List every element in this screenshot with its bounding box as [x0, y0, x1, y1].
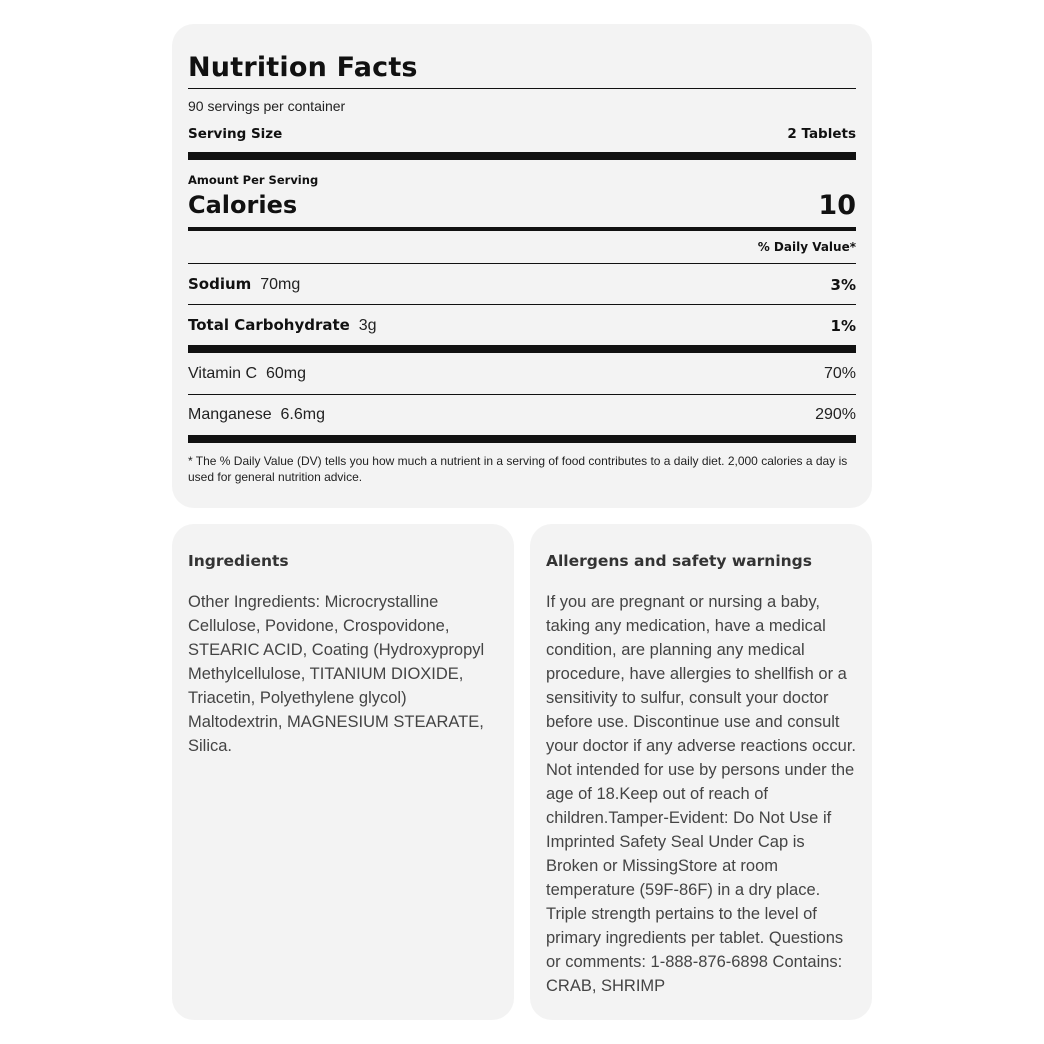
- divider-medium: [188, 227, 856, 231]
- nutrient-dv: 1%: [830, 317, 856, 335]
- allergens-panel: [530, 524, 872, 1020]
- divider-thick: [188, 345, 856, 353]
- nutrient-name: Manganese: [188, 406, 272, 423]
- nutrient-row-vitamin-c: [188, 365, 306, 383]
- nutrition-facts-title: Nutrition Facts: [188, 52, 418, 83]
- divider: [188, 304, 856, 305]
- nutrient-row-total-carbohydrate: [188, 316, 377, 335]
- nutrient-dv: 290%: [815, 406, 856, 423]
- daily-value-header: % Daily Value*: [757, 240, 856, 254]
- nutrient-name: Total Carbohydrate: [188, 316, 350, 334]
- nutrition-facts-panel: [172, 24, 872, 508]
- nutrient-dv: 70%: [823, 365, 856, 382]
- serving-size-value: 2 Tablets: [787, 126, 856, 142]
- ingredients-title: Ingredients: [188, 552, 289, 570]
- nutrient-dv: 3%: [830, 276, 856, 294]
- nutrient-amount: 6.6mg: [280, 406, 325, 423]
- divider: [188, 88, 856, 89]
- serving-size-label: Serving Size: [188, 126, 283, 142]
- divider: [188, 263, 856, 264]
- divider-thick: [188, 435, 856, 443]
- allergens-text: If you are pregnant or nursing a baby, taking any medication, have a medical condition, are planning any medical procedure, have allergies to shellfish or a sensitivity to sulfur, consult your doctor before use. Discontinue use and consult your doctor if any adverse reactions occur. Not intended for use by persons under the age of 18.Keep out of reach of children.Tamper-Evident: Do Not Use if Imprinted Safety Seal Under Cap is Broken or MissingStore at room temperature (59F-86F) in a dry place. Triple strength pertains to the level of primary ingredients per tablet. Questions or comments: 1-888-876-6898 Contains: CRAB, SHRIMP: [546, 593, 856, 995]
- divider-thick: [188, 152, 856, 160]
- nutrient-row-manganese: [188, 406, 325, 424]
- amount-per-serving-label: Amount Per Serving: [188, 173, 319, 187]
- calories-value: 10: [818, 190, 856, 221]
- ingredients-text: Other Ingredients: Microcrystalline Cellulose, Povidone, Crospovidone, STEARIC ACID, Coating (Hydroxypropyl Methylcellulose, TITANIUM DIOXIDE, Triacetin, Polyethylene glycol) Maltodextrin, MAGNESIUM STEARATE, Silica.: [188, 593, 485, 755]
- divider: [188, 394, 856, 395]
- nutrient-row-sodium: [188, 275, 300, 294]
- nutrient-name: Sodium: [188, 275, 252, 293]
- servings-per-container: 90 servings per container: [188, 98, 346, 114]
- ingredients-panel: [172, 524, 514, 1020]
- calories-label: Calories: [188, 191, 298, 219]
- nutrient-name: Vitamin C: [188, 365, 258, 382]
- nutrient-amount: 70mg: [260, 276, 301, 293]
- nutrient-amount: 3g: [358, 317, 377, 334]
- allergens-title: Allergens and safety warnings: [546, 552, 813, 570]
- nutrient-amount: 60mg: [265, 365, 306, 382]
- daily-value-footnote: * The % Daily Value (DV) tells you how much a nutrient in a serving of food contributes to a daily diet. 2,000 calories a day is used for general nutrition advice.: [188, 454, 848, 484]
